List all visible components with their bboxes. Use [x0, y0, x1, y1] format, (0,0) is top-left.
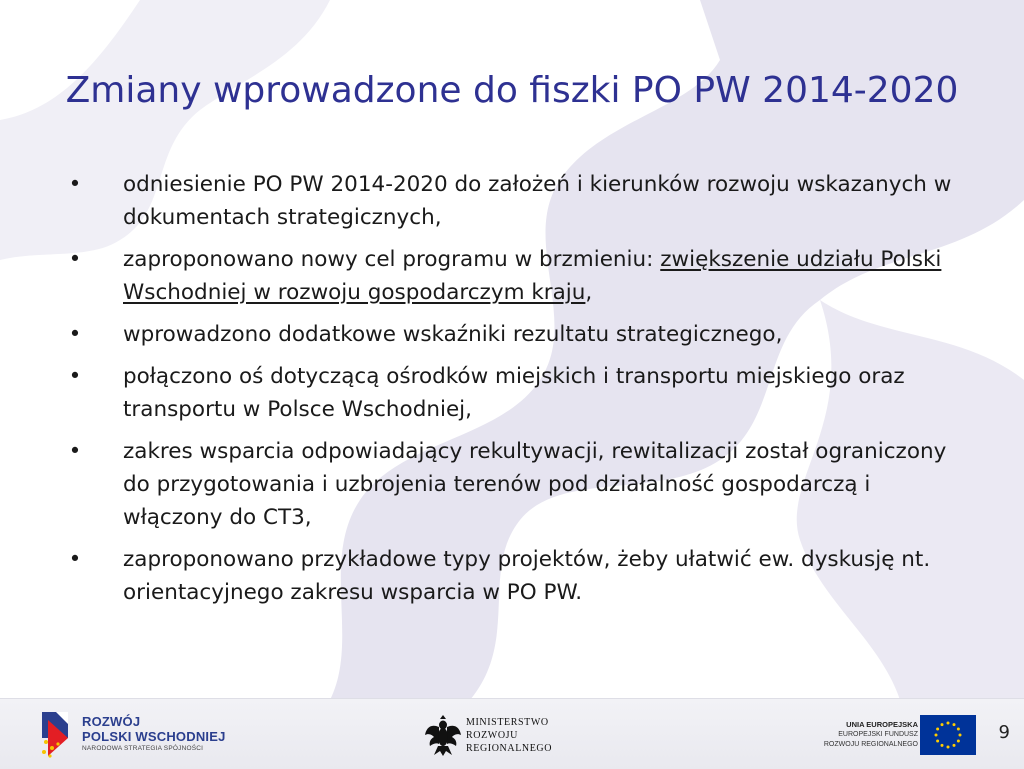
bullet-text: zaproponowano nowy cel programu w brzmieniu: [123, 247, 661, 272]
logo-text: EUROPEJSKI FUNDUSZ [838, 731, 918, 738]
bullet-marker: • [68, 364, 82, 389]
eu-star-icon [941, 723, 944, 726]
eu-star-icon [947, 722, 950, 725]
footer-bar [0, 698, 1024, 769]
list-item [60, 243, 960, 309]
bullet-text-suffix: , [585, 280, 593, 305]
logo-text: ROZWOJU REGIONALNEGO [823, 741, 918, 748]
list-item [60, 318, 960, 351]
list-item [60, 543, 960, 609]
bullet-marker: • [68, 172, 82, 197]
ministry-logo-text [466, 716, 552, 755]
bullet-marker: • [68, 439, 82, 464]
bullet-text: zaproponowano przykładowe typy projektów, żeby ułatwić ew. dyskusję nt. orientacyjnego zakresu wsparcia w PO PW. [123, 547, 931, 605]
bullet-text: zakres wsparcia odpowiadający rekultywacji, rewitalizacji został ograniczony do przygotowania i uzbrojenia terenów pod działalność gospodarczą i włączony do CT3, [123, 439, 947, 530]
eu-star-icon [941, 744, 944, 747]
logo-text: MINISTERSTWO [466, 717, 549, 728]
bullet-marker: • [68, 247, 82, 272]
logo-text: ROZWÓJ [82, 714, 141, 729]
eu-star-icon [957, 728, 960, 731]
list-item [60, 360, 960, 426]
eu-star-icon [957, 740, 960, 743]
list-item [60, 168, 960, 234]
logo-text: ROZWOJU [466, 730, 518, 741]
eu-star-icon [947, 746, 950, 749]
slide-title: Zmiany wprowadzone do fiszki PO PW 2014-2020 [65, 70, 959, 111]
eu-logo [808, 713, 988, 759]
bullet-text: połączono oś dotyczącą ośrodków miejskich i transportu miejskiego oraz transportu w Polsce Wschodniej, [123, 364, 905, 422]
bullet-text: wprowadzono dodatkowe wskaźniki rezultatu strategicznego, [123, 322, 783, 347]
eagle-emblem-icon [424, 713, 462, 757]
eu-star-icon [953, 723, 956, 726]
rozwoj-polski-wschodniej-logo [38, 708, 228, 758]
ministry-logo [424, 713, 574, 759]
eu-star-icon [953, 744, 956, 747]
logo-text: REGIONALNEGO [466, 743, 553, 754]
logo-text: POLSKI WSCHODNIEJ [82, 729, 226, 744]
eu-star-icon [935, 734, 938, 737]
page-number: 9 [998, 722, 1010, 743]
logo-text: UNIA EUROPEJSKA [846, 720, 918, 729]
bullet-marker: • [68, 322, 82, 347]
bullet-list [60, 168, 960, 618]
eu-flag-icon [920, 715, 976, 755]
bullet-marker: • [68, 547, 82, 572]
eu-star-icon [936, 728, 939, 731]
bullet-text: odniesienie PO PW 2014-2020 do założeń i kierunków rozwoju wskazanych w dokumentach strategicznych, [123, 172, 952, 230]
logo-subtext: NARODOWA STRATEGIA SPÓJNOŚCI [82, 745, 204, 752]
list-item [60, 435, 960, 534]
eu-star-icon [959, 734, 962, 737]
eu-logo-text [824, 720, 918, 750]
bullet-underlined-goal: zwiększenie udziału Polski Wschodniej w rozwoju gospodarczym kraju [123, 247, 942, 305]
star-arrow-icon [38, 708, 78, 760]
eu-star-icon [936, 740, 939, 743]
